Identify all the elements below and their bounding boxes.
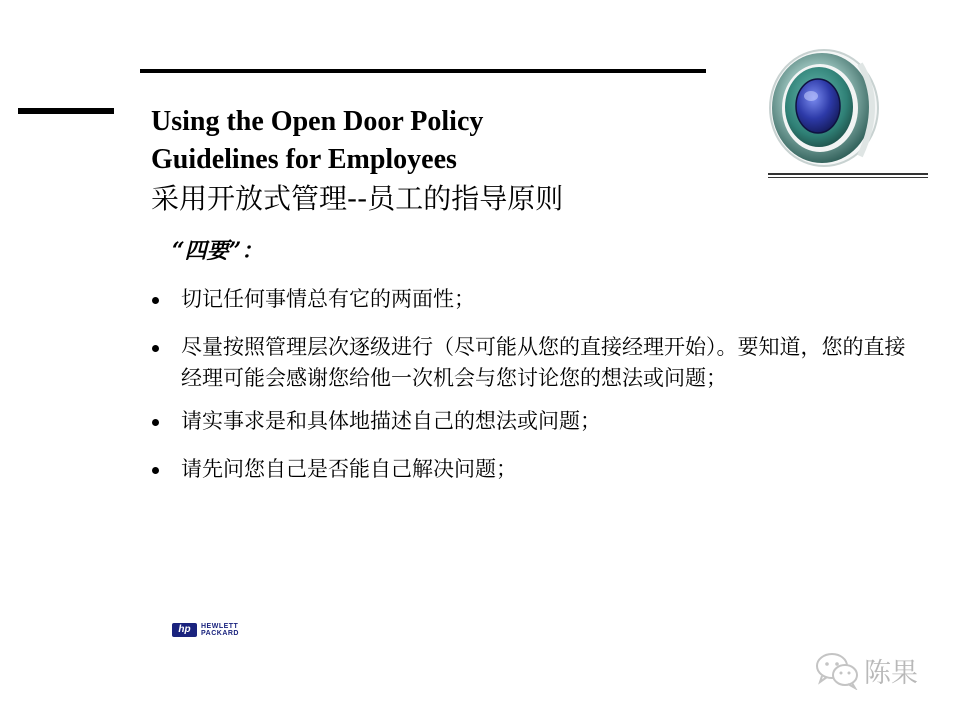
logo-underline-thin (768, 177, 928, 178)
left-accent-bar (18, 108, 114, 114)
hp-logo-mark: hp (172, 623, 197, 637)
subheading: “四要”： (172, 238, 264, 264)
bullet-dot-icon (152, 297, 159, 304)
top-divider (140, 69, 706, 73)
watermark (814, 650, 918, 690)
bullet-list (150, 284, 910, 485)
bullet-item (150, 284, 910, 315)
orb-logo-icon (764, 44, 888, 178)
bullet-text: 请实事求是和具体地描述自己的想法或问题； (181, 409, 601, 433)
hp-logo (172, 622, 239, 638)
bullet-item (150, 454, 910, 485)
bullet-text: 尽量按照管理层次逐级进行（尽可能从您的直接经理开始）。要知道，您的直接经理可能会感谢您给他一次机会与您讨论您的想法或问题； (181, 335, 906, 390)
bullet-text: 切记任何事情总有它的两面性； (181, 287, 475, 311)
watermark-text: 陈果 (864, 657, 918, 689)
title-english-line-1: Using the Open Door Policy (151, 106, 484, 137)
title-english-line-2: Guidelines for Employees (151, 144, 457, 175)
bullet-item (150, 332, 910, 394)
bullet-dot-icon (152, 419, 159, 426)
logo-underline (768, 173, 928, 175)
bullet-text: 请先问您自己是否能自己解决问题； (181, 457, 517, 481)
hp-logo-line-1: HEWLETT (201, 623, 239, 630)
bullet-item (150, 406, 910, 437)
title-chinese: 采用开放式管理--员工的指导原则 (151, 182, 564, 215)
bullet-dot-icon (152, 345, 159, 352)
hp-logo-line-2: PACKARD (201, 630, 239, 637)
bullet-dot-icon (152, 467, 159, 474)
hp-logo-wordmark (201, 623, 239, 637)
wechat-icon (814, 650, 860, 690)
